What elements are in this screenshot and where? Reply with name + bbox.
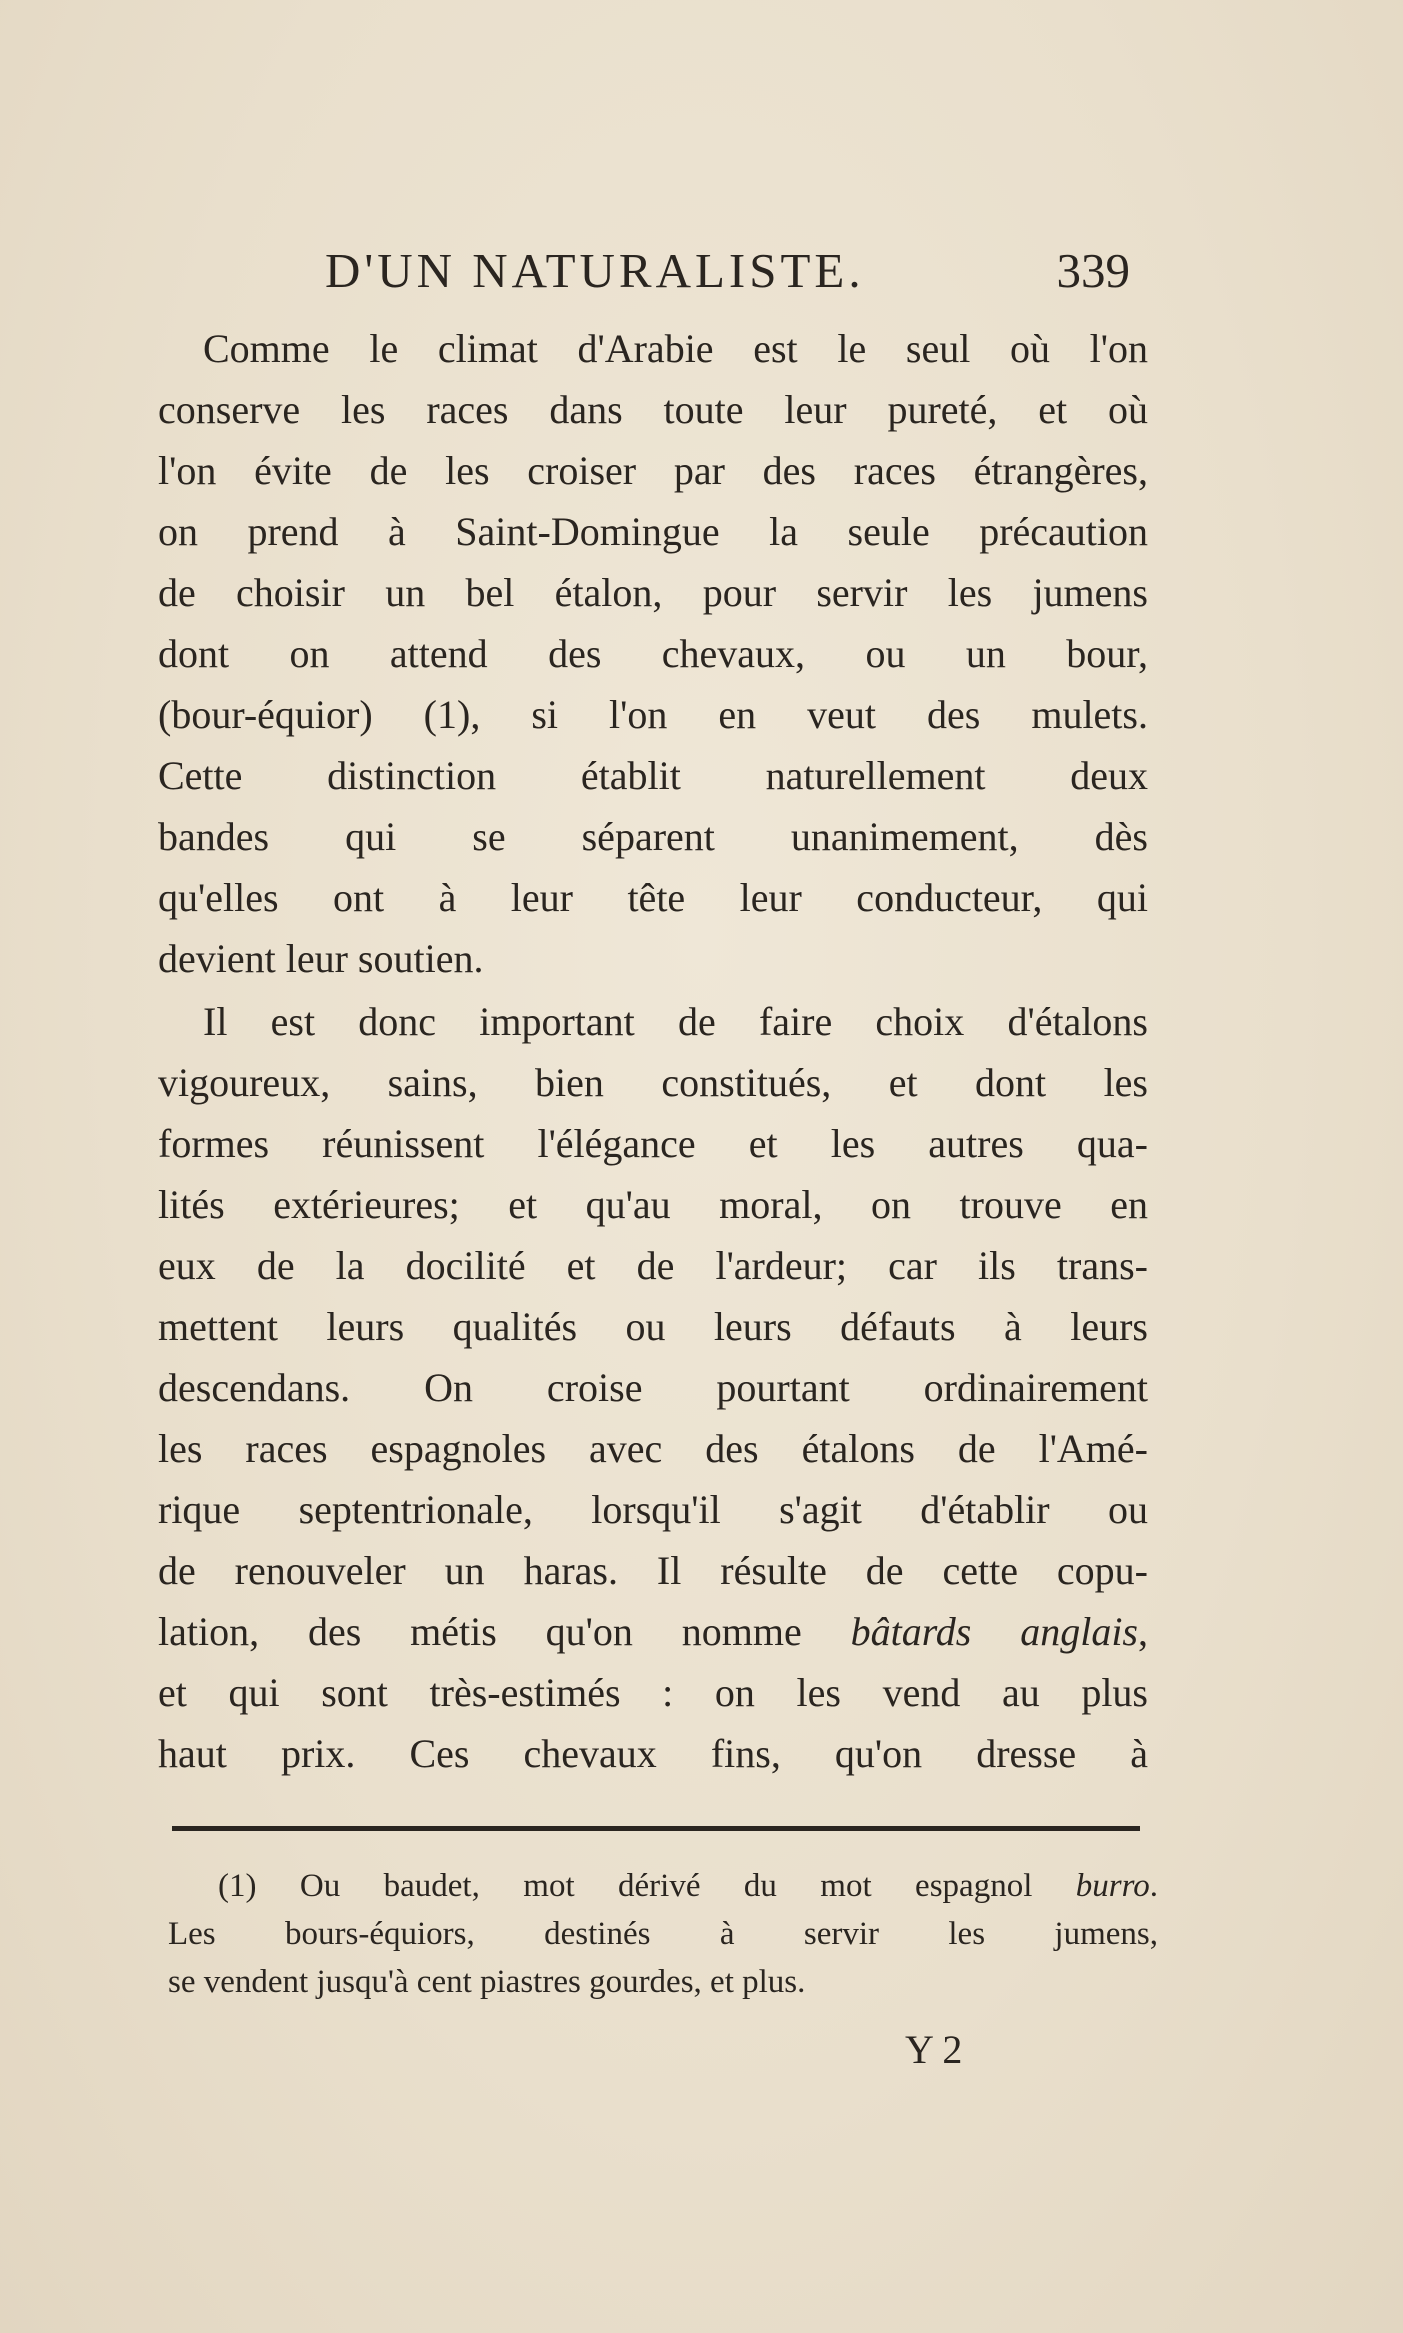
- footnote-italic-term: burro: [1075, 1868, 1150, 1904]
- text-line: qu'elles ont à leur tête leur conducteur, qui: [158, 875, 1148, 920]
- running-title: D'UN NATURALISTE.: [325, 243, 865, 298]
- text-line: rique septentrionale, lorsqu'il s'agit d'établir ou: [158, 1487, 1148, 1532]
- text-line: on prend à Saint-Domingue la seule précaution: [158, 509, 1148, 554]
- text-line: bandes qui se séparent unanimement, dès: [158, 814, 1148, 859]
- line-suffix: ,: [1138, 1609, 1148, 1654]
- text-line: lités extérieures; et qu'au moral, on trouve en: [158, 1182, 1148, 1227]
- body-text: [158, 318, 1148, 1784]
- text-line: haut prix. Ces chevaux fins, qu'on dresse à: [158, 1731, 1148, 1776]
- text-line: (bour-équior) (1), si l'on en veut des mulets.: [158, 692, 1148, 737]
- text-line: les races espagnoles avec des étalons de l'Amé-: [158, 1426, 1148, 1471]
- text-line: Cette distinction établit naturellement deux: [158, 753, 1148, 798]
- text-line: eux de la docilité et de l'ardeur; car ils trans-: [158, 1243, 1148, 1288]
- text-line-with-italic: [158, 1601, 1148, 1662]
- text-line: l'on évite de les croiser par des races étrangères,: [158, 448, 1148, 493]
- text-line: descendans. On croise pourtant ordinairement: [158, 1365, 1148, 1410]
- text-line: et qui sont très-estimés : on les vend au plus: [158, 1670, 1148, 1715]
- footnote-line: [168, 1862, 1158, 1910]
- text-line: de choisir un bel étalon, pour servir les jumens: [158, 570, 1148, 615]
- footnote-suffix: .: [1149, 1868, 1158, 1904]
- line-prefix: lation, des métis qu'on nomme: [158, 1609, 851, 1654]
- footnote-line: Les bours-équiors, destinés à servir les jumens,: [168, 1916, 1158, 1952]
- italic-term: bâtards anglais: [850, 1609, 1138, 1654]
- footnote-line: se vendent jusqu'à cent piastres gourdes, et plus.: [168, 1964, 806, 2000]
- text-line: formes réunissent l'élégance et les autres qua-: [158, 1121, 1148, 1166]
- footnote: [168, 1862, 1158, 2006]
- footnote-rule: [172, 1826, 1140, 1831]
- page-number: 339: [1056, 243, 1130, 298]
- text-line: devient leur soutien.: [158, 936, 484, 981]
- signature-mark: Y 2: [905, 2027, 963, 2072]
- text-line: vigoureux, sains, bien constitués, et dont les: [158, 1060, 1148, 1105]
- text-line: Comme le climat d'Arabie est le seul où l'on: [203, 326, 1148, 371]
- running-head: [160, 232, 1130, 302]
- text-line: Il est donc important de faire choix d'étalons: [203, 999, 1148, 1044]
- text-line: dont on attend des chevaux, ou un bour,: [158, 631, 1148, 676]
- text-line: conserve les races dans toute leur pureté, et où: [158, 387, 1148, 432]
- footnote-prefix: (1) Ou baudet, mot dérivé du mot espagnol: [218, 1868, 1076, 1904]
- text-line: de renouveler un haras. Il résulte de cette copu-: [158, 1548, 1148, 1593]
- text-line: mettent leurs qualités ou leurs défauts à leurs: [158, 1304, 1148, 1349]
